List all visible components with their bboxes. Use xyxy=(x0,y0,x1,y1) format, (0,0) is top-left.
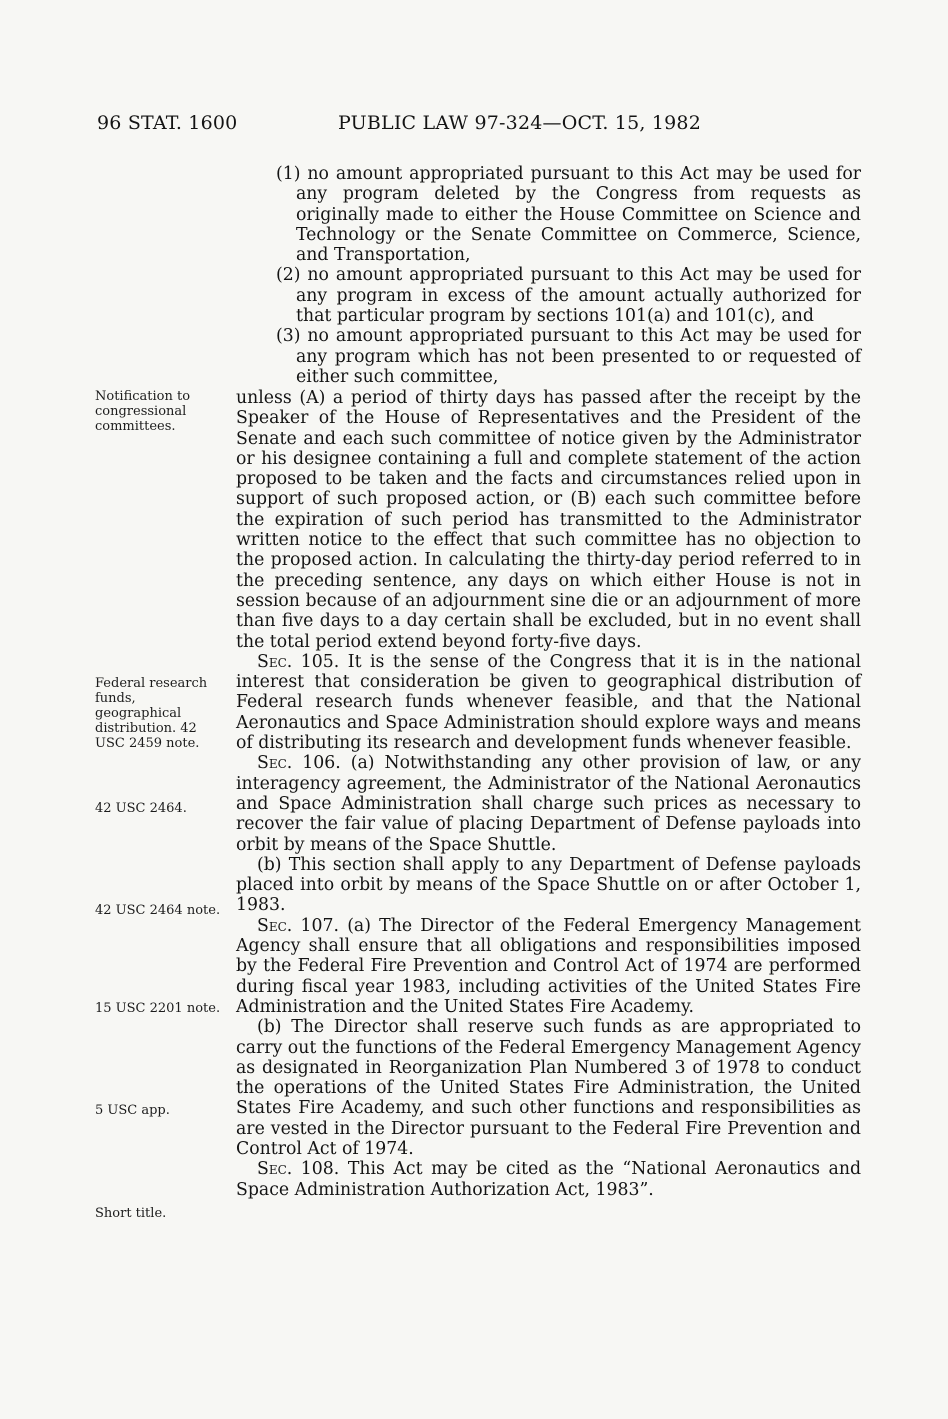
unless-paragraph: unless (A) a period of thirty days has passed after the receipt by the Speaker of the House of Representatives and the President of the Senate and each such committee of notice given by the Administrator or his designee containing a full and complete statement of the action proposed to be taken and the facts and circumstances relied upon in support of such proposed action, or (B) each such committee before the expiration of such period has transmitted to the Administrator written notice to the effect that such committee has no objection to the proposed action. In calculating the thirty-day period referred to in the preceding sentence, any days on which either House is not in session because of an adjournment sine die or an adjournment of more than five days to a day certain shall be excluded, but in no event shall the total period extend beyond forty-five days. xyxy=(236,388,861,652)
margin-note-5-usc-app: 5 USC app. xyxy=(95,1103,170,1118)
section-107a xyxy=(236,916,861,1017)
margin-note-federal-research: Federal research funds, geographical distribution. 42 USC 2459 note. xyxy=(95,676,208,751)
section-108 xyxy=(236,1159,861,1200)
section-108-label: Sec. 108. xyxy=(257,1159,340,1180)
item-2: (2) no amount appropriated pursuant to this Act may be used for any program in excess of the amount actually authorized for that particular program by sections 101(a) and 101(c), and xyxy=(276,265,861,327)
page-header xyxy=(97,112,737,140)
margin-note-42-usc-2464: 42 USC 2464. xyxy=(95,801,187,816)
margin-note-short-title: Short title. xyxy=(95,1206,167,1221)
section-105-text: It is the sense of the Congress that it is in the national interest that consideration be given to geographical distribution of Federal research funds whenever feasible, and that the National Aeronautics and Space Administration should explore ways and means of distributing its research and development funds whenever feasible. xyxy=(236,651,861,754)
section-106a-text: (a) Notwithstanding any other provision of law, or any interagency agreement, the Administrator of the National Aeronautics and Space Administration shall charge such prices as necessary to recover the fair value of placing Department of Defense payloads into orbit by means of the Space Shuttle. xyxy=(236,753,862,855)
section-106a xyxy=(236,753,861,854)
item-3: (3) no amount appropriated pursuant to this Act may be used for any program which has not been presented to or requested of either such committee, xyxy=(276,326,861,387)
numbered-items xyxy=(276,164,861,387)
main-text xyxy=(236,388,861,1200)
margin-note-notification: Notification to congressional committees. xyxy=(95,389,191,434)
section-105-label: Sec. 105. xyxy=(257,651,340,672)
section-107b: (b) The Director shall reserve such funds as are appropriated to carry out the functions of the Federal Emergency Management Agency as designated in Reorganization Plan Numbered 3 of 1978 to conduct the operations of the United States Fire Administration, the United States Fire Academy, and such other functions and responsibilities as are vested in the Director pursuant to the Federal Fire Prevention and Control Act of 1974. xyxy=(236,1017,861,1159)
margin-note-42-usc-2464-note: 42 USC 2464 note. xyxy=(95,903,221,918)
public-law-title: PUBLIC LAW 97-324—OCT. 15, 1982 xyxy=(338,112,702,134)
section-108-text: This Act may be cited as the “National Aeronautics and Space Administration Authorization Act, 1983”. xyxy=(236,1159,862,1200)
section-106-label: Sec. 106. xyxy=(257,753,341,774)
stat-page-number: 96 STAT. 1600 xyxy=(97,112,238,134)
margin-note-15-usc-2201-note: 15 USC 2201 note. xyxy=(95,1001,221,1016)
section-107-label: Sec. 107. xyxy=(257,915,339,936)
section-106b: (b) This section shall apply to any Department of Defense payloads placed into orbit by means of the Space Shuttle on or after October 1, 1983. xyxy=(236,854,861,916)
section-105 xyxy=(236,652,861,753)
item-1: (1) no amount appropriated pursuant to this Act may be used for any program deleted by the Congress from requests as originally made to either the House Committee on Science and Technology or the Senate Committee on Commerce, Science, and Transportation, xyxy=(276,164,861,266)
section-107a-text: (a) The Director of the Federal Emergency Management Agency shall ensure that all obligations and responsibilities imposed by the Federal Fire Prevention and Control Act of 1974 are performed during fiscal year 1983, including activities of the United States Fire Administration and the United States Fire Academy. xyxy=(236,915,862,1017)
